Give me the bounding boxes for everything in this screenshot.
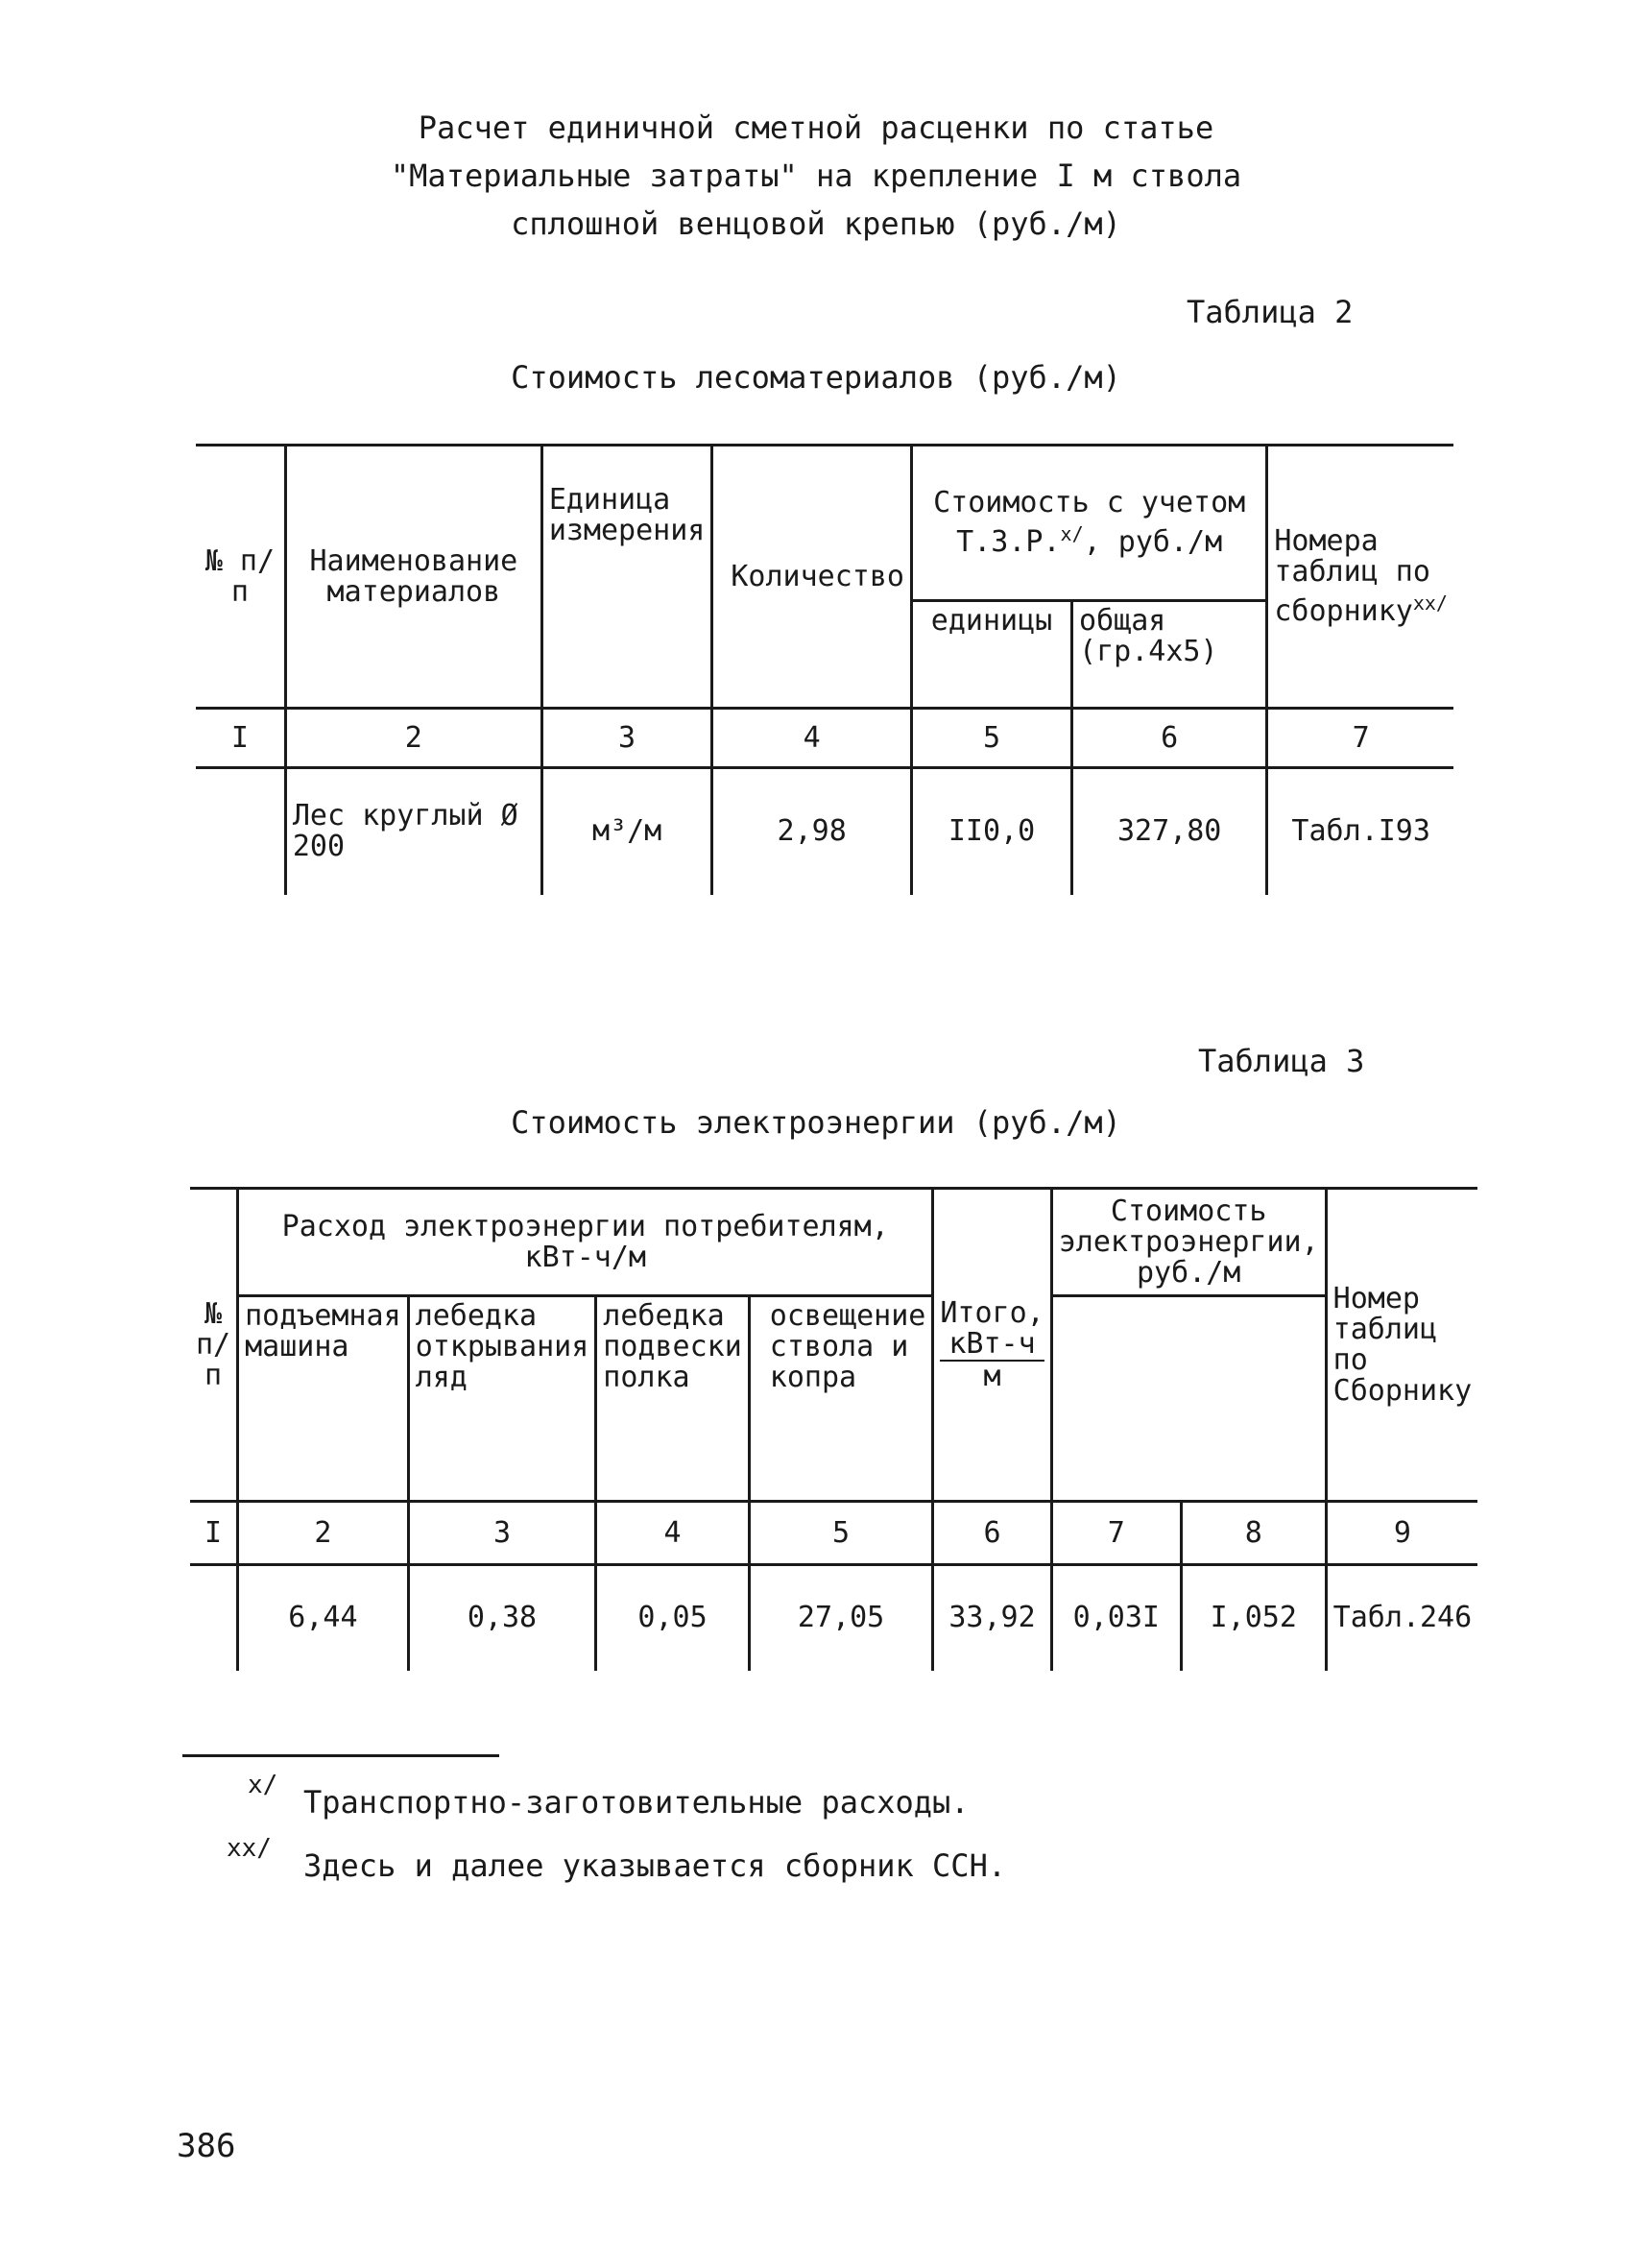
- t2-colnum: 2: [285, 709, 541, 768]
- footnote-2-mark: хх/: [227, 1834, 272, 1863]
- t3-row-ref: Табл.246: [1326, 1565, 1477, 1671]
- t3-colnum: 9: [1326, 1502, 1477, 1565]
- footnote-1-text: Транспортно-заготовительные расходы.: [303, 1784, 970, 1821]
- t2-row-qty: 2,98: [712, 768, 912, 895]
- t3-header-consumption: Расход электроэнергии потребителям, кВт-ч/м: [238, 1189, 933, 1296]
- t2-row-ref: Табл.I93: [1267, 768, 1453, 895]
- t2-header-cost-text: Стоимость с учетом Т.З.Р.: [933, 486, 1246, 559]
- t3-header-total-top: Итого, кВт-ч: [940, 1295, 1044, 1361]
- table-row: [196, 768, 1453, 895]
- t3-colnum-row: [190, 1502, 1477, 1565]
- t2-colnum-row: [196, 709, 1453, 768]
- document-heading: [0, 104, 1632, 248]
- t3-header-c3: лебедка подвески полка: [596, 1296, 749, 1502]
- t3-colnum: 5: [749, 1502, 933, 1565]
- t2-colnum: I: [196, 709, 285, 768]
- t2-colnum: 3: [541, 709, 712, 768]
- t2-colnum: 6: [1072, 709, 1267, 768]
- page-number: 386: [177, 2127, 236, 2165]
- t3-row-num: [190, 1565, 238, 1671]
- t2-header-qty: Количество: [712, 446, 912, 709]
- table3: [190, 1187, 1477, 1671]
- table3-label: Таблица 3: [1198, 1043, 1365, 1079]
- t2-colnum: 7: [1267, 709, 1453, 768]
- t2-colnum: 5: [911, 709, 1071, 768]
- table2-caption: Стоимость лесоматериалов (руб./м): [511, 359, 1121, 396]
- t2-row-num: [196, 768, 285, 895]
- t2-header-ref-text: Номера таблиц по сборнику: [1274, 524, 1430, 628]
- t3-row-c2: 0,38: [408, 1565, 596, 1671]
- t3-header-c1: подъемная машина: [238, 1296, 409, 1502]
- table-row: [190, 1565, 1477, 1671]
- t2-header-num: № п/п: [196, 446, 285, 709]
- t3-row-total: 33,92: [933, 1565, 1051, 1671]
- t2-header-cost-total: общая (гр.4х5): [1072, 601, 1267, 709]
- t2-row-total-cost: 327,80: [1072, 768, 1267, 895]
- table3-caption: Стоимость электроэнергии (руб./м): [511, 1104, 1121, 1141]
- t3-header-cost: Стоимость электроэнергии, руб./м: [1051, 1189, 1326, 1296]
- t2-header-ref: [1267, 446, 1453, 709]
- t3-colnum: 7: [1051, 1502, 1181, 1565]
- t3-colnum: 4: [596, 1502, 749, 1565]
- footnote-divider: [182, 1754, 499, 1757]
- t3-header-num: № п/п: [190, 1189, 238, 1502]
- t2-header-name: Наименование материалов: [285, 446, 541, 709]
- footnote-1-mark: х/: [248, 1771, 278, 1799]
- heading-line-1: Расчет единичной сметной расценки по статье: [418, 109, 1214, 146]
- t2-row-unit: м³/м: [541, 768, 712, 895]
- t3-row-c1: 6,44: [238, 1565, 409, 1671]
- t2-header-unit: Единица измерения: [541, 446, 712, 709]
- t2-header-ref-mark: хх/: [1412, 591, 1448, 615]
- t3-row-c4: 27,05: [749, 1565, 933, 1671]
- footnote-2-text: Здесь и далее указывается сборник ССН.: [303, 1847, 1007, 1884]
- t3-row-total-cost: I,052: [1181, 1565, 1326, 1671]
- t2-row-name: Лес круглый Ø 200: [285, 768, 541, 895]
- t2-header-cost-unit: , руб./м: [1083, 525, 1223, 559]
- table2: [196, 444, 1453, 895]
- t2-row-unit-cost: II0,0: [911, 768, 1071, 895]
- t3-colnum: 3: [408, 1502, 596, 1565]
- t3-row-unit-cost: 0,03I: [1051, 1565, 1181, 1671]
- t3-header-total: [933, 1189, 1051, 1502]
- heading-line-3: сплошной венцовой крепью (руб./м): [511, 205, 1121, 242]
- t3-header-total-bottom: м: [983, 1359, 1001, 1393]
- heading-line-2: "Материальные затраты" на крепление I м ствола: [390, 157, 1242, 194]
- t3-colnum: I: [190, 1502, 238, 1565]
- t3-header-c4: освещение ствола и копра: [749, 1296, 933, 1502]
- t3-row-c3: 0,05: [596, 1565, 749, 1671]
- t2-colnum: 4: [712, 709, 912, 768]
- t2-header-cost-mark: х/: [1060, 522, 1084, 545]
- t2-header-cost-each: единицы: [911, 601, 1071, 709]
- t2-header-cost: [911, 446, 1266, 601]
- t3-colnum: 2: [238, 1502, 409, 1565]
- t3-header-ref: Номер таблиц по Сборнику: [1326, 1189, 1477, 1502]
- t3-colnum: 6: [933, 1502, 1051, 1565]
- t3-header-c2: лебедка открывания ляд: [408, 1296, 596, 1502]
- table2-label: Таблица 2: [1187, 294, 1354, 330]
- t3-colnum: 8: [1181, 1502, 1326, 1565]
